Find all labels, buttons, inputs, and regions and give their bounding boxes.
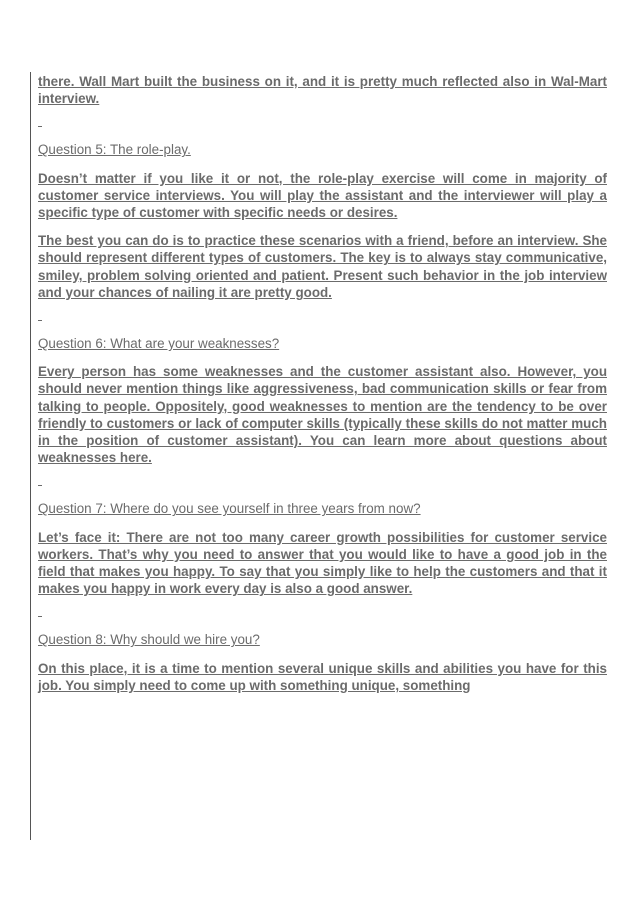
question-8-heading[interactable]: Question 8: Why should we hire you?: [38, 632, 260, 648]
question-5-heading[interactable]: Question 5: The role-play.: [38, 142, 191, 158]
separator-dash: [38, 608, 607, 625]
question-7-paragraph-1[interactable]: Let’s face it: There are not too many career growth possibilities for customer service workers. That’s why you need to answer that you would like to have a good job in the field that makes you happy. To say that you simply like to help the customers and that it makes you happy in work every day is also a good answer.: [38, 529, 607, 597]
question-6-heading[interactable]: Question 6: What are your weaknesses?: [38, 336, 280, 352]
question-7-heading[interactable]: Question 7: Where do you see yourself in three years from now?: [38, 501, 421, 517]
separator-dash: [38, 118, 607, 135]
question-8-paragraph-1[interactable]: On this place, it is a time to mention several unique skills and abilities you have for this job. You simply need to come up with something unique, something: [38, 660, 607, 693]
intro-paragraph[interactable]: there. Wall Mart built the business on it, and it is pretty much reflected also in Wal-Mart interview.: [38, 74, 607, 107]
question-6-paragraph-1[interactable]: Every person has some weaknesses and the customer assistant also. However, you should never mention things like aggressiveness, bad communication skills or fear from talking to people. Oppositely, good weaknesses to mention are the tendency to be over friendly to customers or lack of computer skills (typically these skills do not matter much in the position of customer assistant). You can learn more about questions about weaknesses here.: [38, 364, 607, 466]
document-body: [38, 73, 607, 694]
separator-dash: [38, 477, 607, 494]
question-5-paragraph-1[interactable]: Doesn’t matter if you like it or not, the role-play exercise will come in majority of customer service interviews. You will play the assistant and the interviewer will play a specific type of customer with specific needs or desires.: [38, 170, 607, 221]
separator-dash: [38, 312, 607, 329]
left-margin-rule: [30, 72, 31, 840]
question-5-paragraph-2[interactable]: The best you can do is to practice these scenarios with a friend, before an interview. She should represent different types of customers. The key is to always stay communicative, smiley, problem solving oriented and patient. Present such behavior in the job interview and your chances of nailing it are pretty good.: [38, 233, 607, 300]
